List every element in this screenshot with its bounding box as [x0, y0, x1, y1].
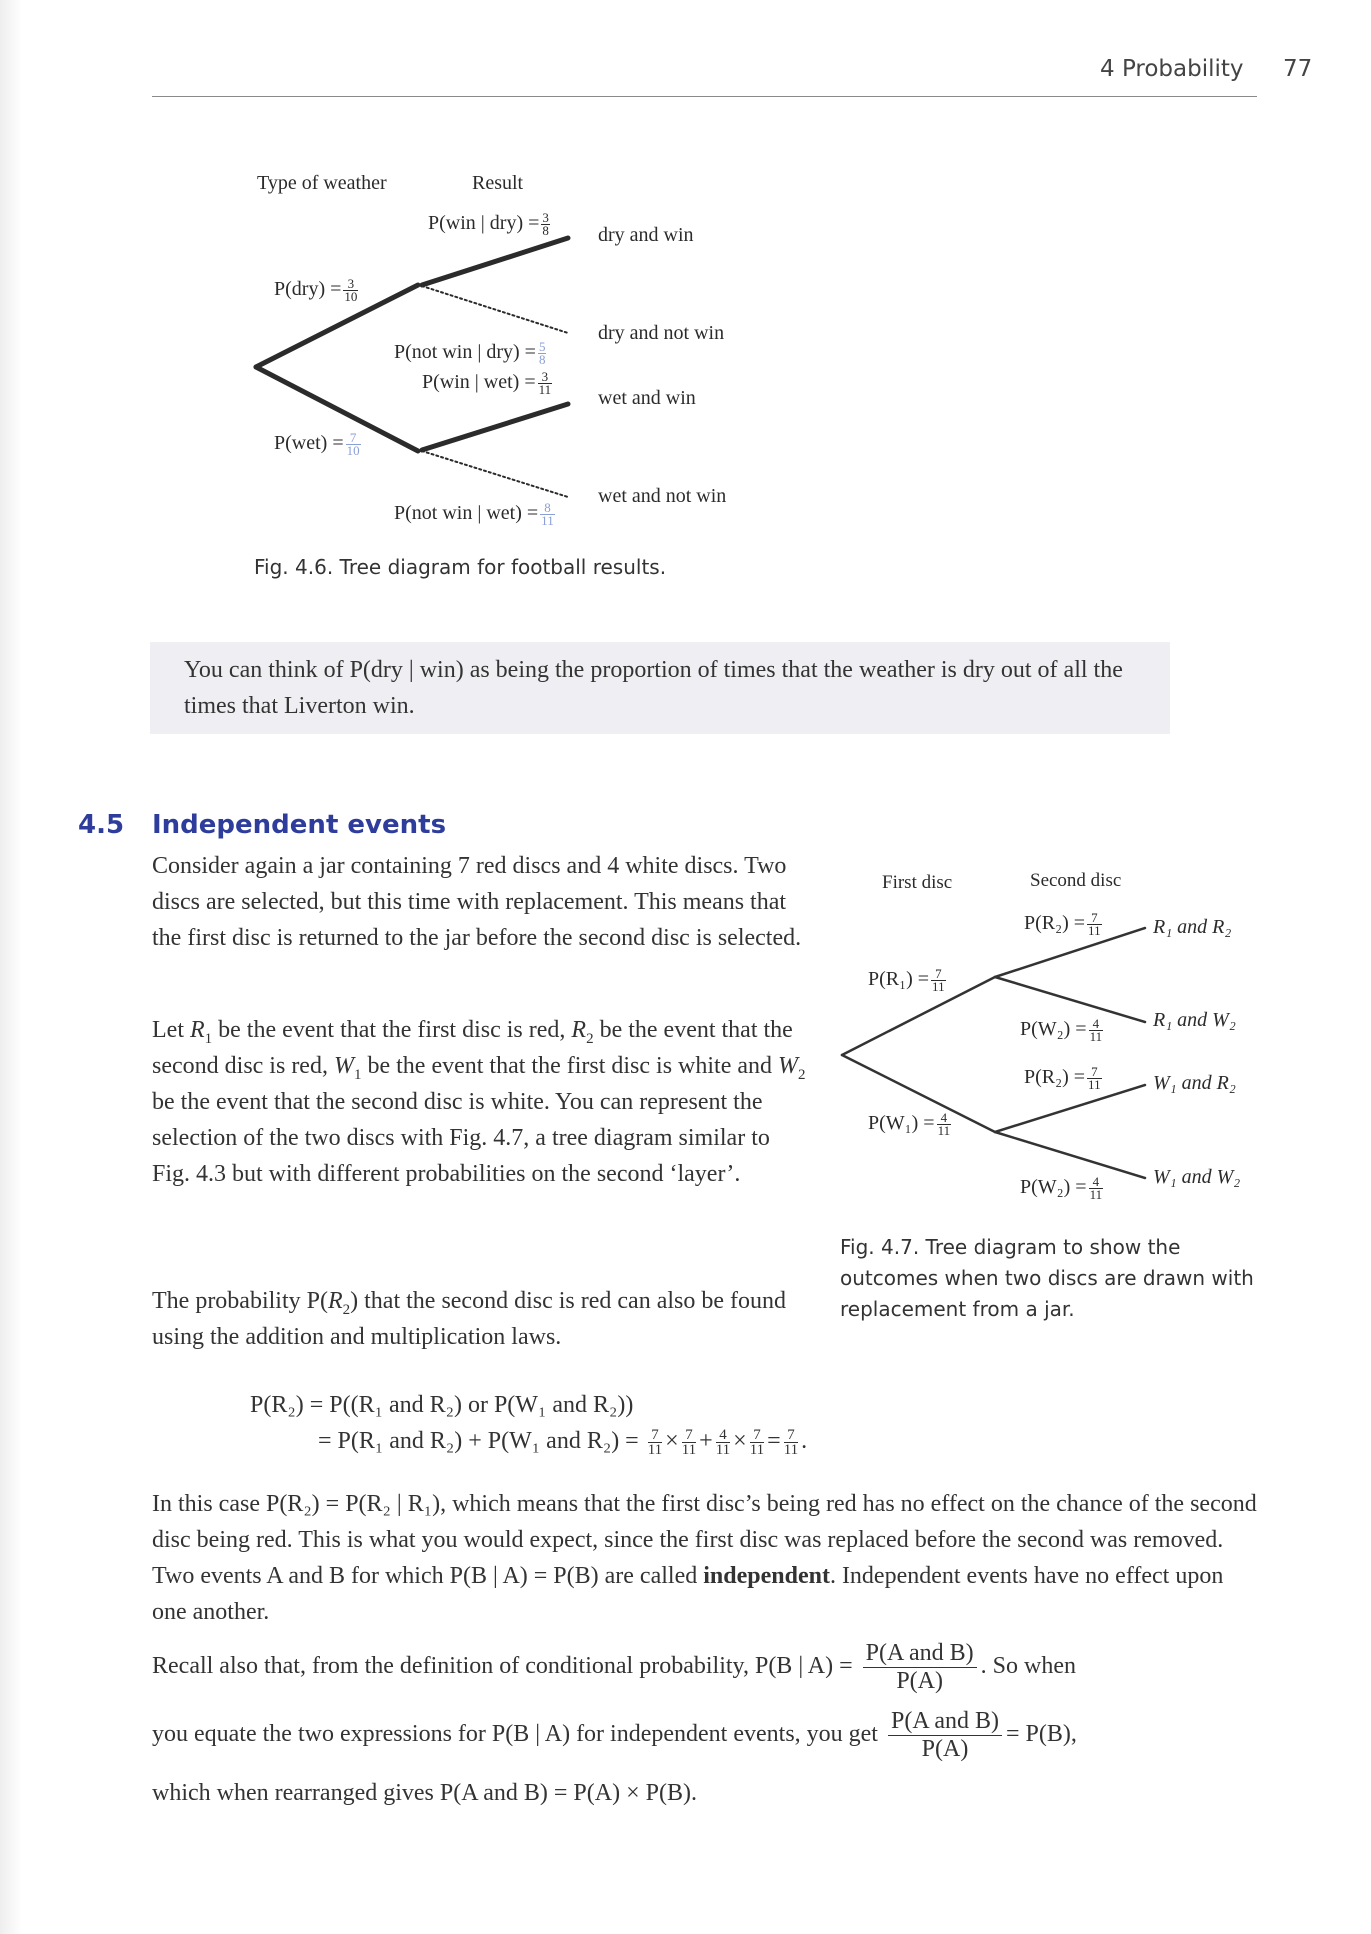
label-p-r2-upper: P(R₂) = $\frac{7}{11}$ — [1024, 910, 1101, 938]
fig47-caption: Fig. 4.7. Tree diagram to show the outcomes when two discs are drawn with replacement from a jar. — [840, 1235, 1254, 1321]
note-text: You can think of P(dry | win) as being the proportion of times that the weather is dry out of all the times that Liverton win. — [184, 657, 1123, 719]
label-p-dry: P(dry) = $\frac{3}{10}$ — [274, 276, 358, 304]
paragraph-define-events: Let $R_1$ be the event that the first disc is red, $R_2$ be the event that the second disc is red, $W_1$ be the event that the first disc is white and $W_2$ be the event that the second disc is white. You can represent the selection of the two discs with Fig. 4.7, a tree diagram similar to Fig. 4.3 but with different probabilities on the second ‘layer’. — [152, 1017, 806, 1187]
paragraph-independent-definition: In this case P(R₂) = P(R₂ | R₁), which means that the first disc’s being red has no effect on the chance of the second disc being red. This is what you would expect, since the first disc was replaced before the second was removed. Two events A and B for which P(B | A) = P(B) are called independent. Independent events have no effect upon one another. — [152, 1491, 1257, 1625]
paragraph-probability-r2: The probability $P(R_2)$ that the second disc is red can also be found using the addition and multiplication laws. — [152, 1288, 787, 1350]
outcome-w1-r2: W₁ and R₂ — [1153, 1072, 1236, 1094]
outcome-dry-notwin: dry and not win — [598, 322, 725, 344]
section-number: 4.5 — [78, 810, 125, 840]
paragraph-recall: Recall also that, from the definition of conditional probability, P(B | A) = $\frac{\text{P(A and B)}}{P(A)}$ . So when — [152, 1640, 1076, 1694]
outcome-dry-win: dry and win — [598, 224, 694, 246]
paragraph-equate: you equate the two expressions for P(B | A) for independent events, you get $\frac{\text{P(A and B)}}{P(A)}$ = P(B), — [152, 1708, 1077, 1762]
label-p-w2-upper: P(W₂) = $\frac{4}{11}$ — [1020, 1016, 1103, 1044]
fig47-col-first: First disc — [882, 872, 953, 893]
section-title: Independent events — [152, 810, 447, 840]
label-p-wet: P(wet) = $\frac{7}{10}$ — [274, 430, 360, 458]
equation-line-2: = P(R₁ and R₂) + P(W₁ and R₂) = $\frac{7}{11}$ × $\frac{7}{11}$ + $\frac{4}{11}$ × $\frac{7}{11}$ = $\frac{7}{11}$ . — [318, 1427, 808, 1458]
label-p-r2-lower: P(R₂) = $\frac{7}{11}$ — [1024, 1064, 1101, 1092]
label-p-w1: P(W₁) = $\frac{4}{11}$ — [868, 1110, 951, 1138]
outcome-r1-w2: R₁ and W₂ — [1153, 1009, 1236, 1031]
fig47-col-second: Second disc — [1030, 870, 1122, 891]
label-p-win-wet: P(win | wet) = $\frac{3}{11}$ — [422, 369, 552, 397]
term-independent: independent — [703, 1563, 830, 1589]
outcome-r1-r2: R₁ and R₂ — [1153, 916, 1232, 938]
equation-line-1: P(R₂) = P((R₁ and R₂) or P(W₁ and R₂)) — [250, 1392, 634, 1418]
branch-w1-r2 — [995, 1085, 1145, 1132]
label-p-w2-lower: P(W₂) = $\frac{4}{11}$ — [1020, 1174, 1103, 1202]
fig46-caption: Fig. 4.6. Tree diagram for football results. — [254, 555, 667, 579]
paragraph-intro: Consider again a jar containing 7 red discs and 4 white discs. Two discs are selected, but this time with replacement. This means that the first disc is returned to the jar before the second disc is selected. — [152, 853, 802, 951]
outcome-w1-w2: W₁ and W₂ — [1153, 1166, 1241, 1188]
outcome-wet-win: wet and win — [598, 387, 696, 409]
label-p-win-dry: P(win | dry) = $\frac{3}{8}$ — [428, 210, 549, 238]
running-header-chapter: 4 Probability — [1100, 56, 1244, 82]
fig46-col-weather: Type of weather — [257, 172, 387, 194]
page-number: 77 — [1283, 56, 1313, 82]
branch-r1-w2 — [995, 977, 1145, 1022]
label-p-notwin-wet: P(not win | wet) = $\frac{8}{11}$ — [394, 500, 554, 528]
label-p-r1: P(R₁) = $\frac{7}{11}$ — [868, 966, 945, 994]
outcome-wet-notwin: wet and not win — [598, 485, 727, 507]
fig46-col-result: Result — [472, 172, 524, 194]
label-p-notwin-dry: P(not win | dry) = $\frac{5}{8}$ — [394, 339, 546, 367]
paragraph-rearranged: which when rearranged gives P(A and B) = P(A) × P(B). — [152, 1780, 697, 1806]
branch-w1-w2 — [995, 1132, 1145, 1178]
